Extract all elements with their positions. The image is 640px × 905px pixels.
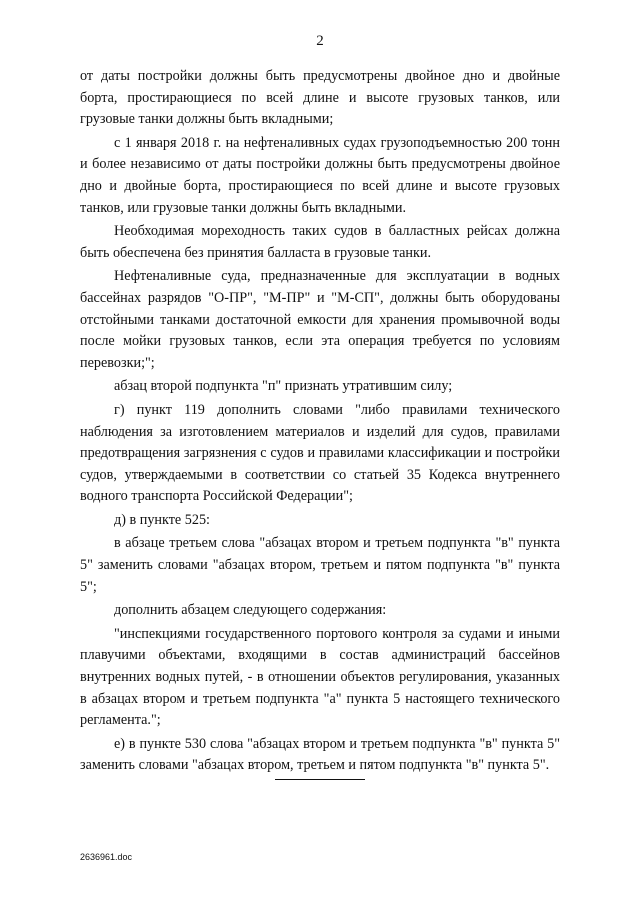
paragraph-item-e: е) в пункте 530 слова "абзацах втором и третьем подпункта "в" пункта 5" заменить словами "абзацах втором, третьем и пятом подпункта "в" пункта 5".	[80, 735, 560, 774]
paragraph-continuation: от даты постройки должны быть предусмотрены двойное дно и двойные борта, простирающиеся по всей длине и высоте грузовых танков, или грузовые танки должны быть вкладными;	[80, 68, 560, 128]
paragraph-item-g: г) пункт 119 дополнить словами "либо правилами технического наблюдения за изготовлением материалов и изделий для судов, правилами предотвращения загрязнения с судов и правилами классификации и постройки судов, утверждаемыми в соответствии со статьей 35 Кодекса внутреннего водного транспорта Российской Федерации";	[80, 401, 560, 505]
file-reference: 2636961.doc	[80, 852, 133, 862]
paragraph-item-d: д) в пункте 525:	[114, 511, 210, 528]
paragraph-seaworthiness: Необходимая мореходность таких судов в балластных рейсах должна быть обеспечена без принятия балласта в грузовые танки.	[80, 223, 560, 261]
document-body	[80, 66, 560, 779]
page-number: 2	[316, 33, 324, 49]
paragraph-2018-requirement: с 1 января 2018 г. на нефтеналивных судах грузоподъемностью 200 тонн и более независимо от даты постройки должны быть предусмотрены двойное дно и двойные борта, простирающиеся по всей длине и высоте грузовых танков, или грузовые танки должны быть вкладными.	[80, 134, 560, 216]
end-divider	[275, 779, 365, 780]
paragraph-item-d-replace: в абзаце третьем слова "абзацах втором и третьем подпункта "в" пункта 5" заменить словами "абзацах втором, третьем и пятом подпункта "в" пункта 5";	[80, 535, 560, 595]
paragraph-item-d-add: дополнить абзацем следующего содержания:	[114, 602, 387, 619]
paragraph-settling-tanks: Нефтеналивные суда, предназначенные для эксплуатации в водных бассейнах разрядов "О-ПР", "М-ПР" и "М-СП", должны быть оборудованы отстойными танками достаточной емкости для хранения промывочной воды после мойки грузовых танков, если эта операция требуется по условиям перевозки;";	[80, 268, 560, 371]
paragraph-inspections-quote: "инспекциями государственного портового контроля за судами и иными плавучими объектами, входящими в состав администраций бассейнов внутренних водных путей, - в отношении объектов регулирования, указанных в абзацах втором и третьем подпункта "а" пункта 5 настоящего технического регламента.";	[80, 625, 560, 729]
paragraph-repeal-clause: абзац второй подпункта "п" признать утратившим силу;	[114, 378, 453, 395]
